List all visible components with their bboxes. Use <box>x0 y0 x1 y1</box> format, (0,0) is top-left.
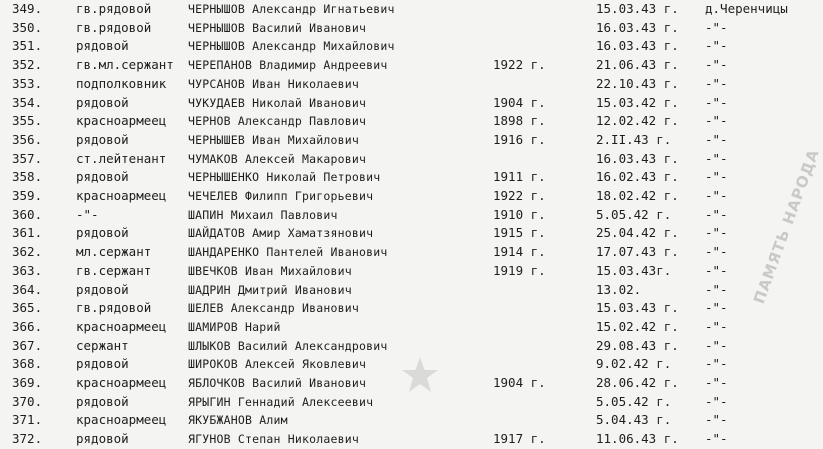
list-item <box>0 149 800 169</box>
entry-year: 1915 г. <box>493 225 546 241</box>
list-item <box>0 167 800 187</box>
entry-date: 15.03.42 г. <box>596 94 679 110</box>
entry-name: ШАДРИН Дмитрий Иванович <box>188 282 352 297</box>
list-item <box>0 130 800 150</box>
entry-num: 358. <box>12 169 43 185</box>
list-item <box>0 298 800 318</box>
entry-date: 21.06.43 г. <box>596 57 679 73</box>
entry-date: 22.10.43 г. <box>596 75 679 91</box>
entry-place: -"- <box>705 169 728 185</box>
entry-rank: красноармеец <box>76 412 167 428</box>
entry-place: -"- <box>705 225 728 241</box>
entry-num: 356. <box>12 131 43 147</box>
entry-date: 11.06.43 г. <box>596 431 679 447</box>
entry-date: 5.05.42 г. <box>596 206 672 222</box>
entry-place: -"- <box>705 431 728 447</box>
entry-rank: рядовой <box>76 431 129 447</box>
entry-date: 25.04.42 г. <box>596 225 679 241</box>
entry-rank: гв.рядовой <box>76 300 152 316</box>
list-item <box>0 354 800 374</box>
entry-place: -"- <box>705 412 728 428</box>
entry-place: -"- <box>705 150 728 166</box>
entry-date: 16.03.43 г. <box>596 38 679 54</box>
entry-name: ШЕЛЕВ Александр Иванович <box>188 301 359 316</box>
entry-name: ЧЕРНЫШОВ Василий Иванович <box>188 20 367 35</box>
entry-num: 352. <box>12 57 43 73</box>
entry-name: ШВЕЧКОВ Иван Михайлович <box>188 263 352 278</box>
list-item <box>0 18 800 38</box>
entry-year: 1916 г. <box>493 131 546 147</box>
entry-name: ЧЕРНЫШОВ Александр Игнатьевич <box>188 2 395 16</box>
entry-rank: красноармеец <box>76 318 167 334</box>
entry-num: 350. <box>12 19 43 35</box>
entry-name: ШАПИН Михаил Павлович <box>188 207 338 222</box>
entry-name: ЧЕРНЫШОВ Александр Михайлович <box>188 39 395 54</box>
list-item <box>0 0 800 19</box>
entry-rank: красноармеец <box>76 375 167 390</box>
entry-rank: рядовой <box>76 393 129 409</box>
entry-place: -"- <box>705 57 728 73</box>
entry-rank: рядовой <box>76 169 129 185</box>
list-item <box>0 336 800 356</box>
entry-name: ЧУКУДАЕВ Николай Иванович <box>188 95 367 110</box>
entry-num: 372. <box>12 431 43 447</box>
list-item <box>0 74 800 94</box>
entry-year: 1898 г. <box>493 113 546 129</box>
entry-year: 1919 г. <box>493 262 546 278</box>
entry-num: 365. <box>12 300 43 316</box>
entry-num: 362. <box>12 244 43 260</box>
list-item <box>0 373 800 393</box>
entry-date: 15.03.43г. <box>596 262 672 278</box>
list-item <box>0 205 800 225</box>
entry-date: 28.06.42 г. <box>596 375 679 390</box>
entry-date: 5.04.43 г. <box>596 412 672 428</box>
entry-place: -"- <box>705 393 728 409</box>
entry-rank: сержант <box>76 337 129 353</box>
entry-num: 361. <box>12 225 43 241</box>
entry-num: 351. <box>12 38 43 54</box>
entry-num: 359. <box>12 188 43 203</box>
entry-year: 1904 г. <box>493 94 546 110</box>
entry-date: 15.03.43 г. <box>596 1 679 16</box>
entry-num: 349. <box>12 1 43 16</box>
entry-num: 370. <box>12 393 43 409</box>
list-item <box>0 317 800 337</box>
entry-name: ШЛЫКОВ Василий Александрович <box>188 338 388 353</box>
entry-place: -"- <box>705 19 728 35</box>
entry-place: -"- <box>705 300 728 316</box>
list-item <box>0 223 800 243</box>
entry-name: ЯГУНОВ Степан Николаевич <box>188 432 359 447</box>
entry-year: 1904 г. <box>493 375 546 390</box>
entry-rank: рядовой <box>76 281 129 297</box>
entry-rank: подполковник <box>76 75 167 91</box>
entry-rank: рядовой <box>76 38 129 54</box>
entry-place: -"- <box>705 188 728 203</box>
entry-name: ЯРЫГИН Геннадий Алексеевич <box>188 394 374 409</box>
entry-rank: красноармеец <box>76 188 167 203</box>
entry-num: 360. <box>12 206 43 222</box>
entry-place: -"- <box>705 281 728 297</box>
entry-name: ЯКУБЖАНОВ Алим <box>188 413 288 428</box>
entry-year: 1917 г. <box>493 431 546 447</box>
entry-date: 12.02.42 г. <box>596 113 679 129</box>
entry-rank: гв.рядовой <box>76 19 152 35</box>
entry-name: ЧЕРЕПАНОВ Владимир Андреевич <box>188 58 388 73</box>
list-item <box>0 36 800 56</box>
entry-date: 16.03.43 г. <box>596 19 679 35</box>
list-item <box>0 429 800 449</box>
entry-year: 1922 г. <box>493 57 546 73</box>
list-item <box>0 93 800 113</box>
entry-date: 16.02.43 г. <box>596 169 679 185</box>
entry-num: 367. <box>12 337 43 353</box>
entry-num: 355. <box>12 113 43 129</box>
list-item <box>0 392 800 412</box>
entry-num: 364. <box>12 281 43 297</box>
entry-place: -"- <box>705 38 728 54</box>
entry-rank: красноармеец <box>76 113 167 129</box>
list-item <box>0 111 800 131</box>
entry-rank: гв.рядовой <box>76 1 152 16</box>
entry-place: д.Черенчицы <box>705 1 788 16</box>
entry-name: ЧУМАКОВ Алексей Макарович <box>188 151 367 166</box>
list-item <box>0 55 800 75</box>
entry-name: ЯБЛОЧКОВ Василий Иванович <box>188 376 367 390</box>
entry-rank: рядовой <box>76 225 129 241</box>
entry-name: ЧУРСАНОВ Иван Николаевич <box>188 76 359 91</box>
entry-name: ШАМИРОВ Нарий <box>188 319 281 334</box>
entry-num: 371. <box>12 412 43 428</box>
entry-year: 1914 г. <box>493 244 546 260</box>
entry-date: 15.02.42 г. <box>596 318 679 334</box>
entry-date: 5.05.42 г. <box>596 393 672 409</box>
entry-rank: рядовой <box>76 94 129 110</box>
entry-name: ЧЕРНОВ Александр Павлович <box>188 114 367 129</box>
entry-name: ЧЕРНЫШЕВ Иван Михайлович <box>188 132 359 147</box>
entry-rank: рядовой <box>76 131 129 147</box>
entry-place: -"- <box>705 113 728 129</box>
entry-num: 368. <box>12 356 43 372</box>
list-item <box>0 261 800 281</box>
entry-num: 366. <box>12 318 43 334</box>
entry-date: 13.02. <box>596 281 642 297</box>
entry-place: -"- <box>705 94 728 110</box>
list-item <box>0 410 800 430</box>
list-item <box>0 242 800 262</box>
entry-place: -"- <box>705 262 728 278</box>
entry-rank: гв.мл.сержант <box>76 57 174 73</box>
entry-num: 357. <box>12 150 43 166</box>
entry-place: -"- <box>705 318 728 334</box>
entry-place: -"- <box>705 337 728 353</box>
entry-date: 18.02.42 г. <box>596 188 679 203</box>
entry-year: 1910 г. <box>493 206 546 222</box>
entry-date: 9.02.42 г. <box>596 356 672 372</box>
entry-name: ШИРОКОВ Алексей Яковлевич <box>188 357 367 372</box>
entry-date: 17.07.43 г. <box>596 244 679 260</box>
list-item <box>0 186 800 206</box>
entry-rank: ст.лейтенант <box>76 150 167 166</box>
entry-name: ШАНДАРЕНКО Пантелей Иванович <box>188 245 388 260</box>
entry-year: 1911 г. <box>493 169 546 185</box>
entry-year: 1922 г. <box>493 188 546 203</box>
entry-date: 29.08.43 г. <box>596 337 679 353</box>
entry-date: 16.03.43 г. <box>596 150 679 166</box>
entry-date: 2.II.43 г. <box>596 131 672 147</box>
entry-place: -"- <box>705 375 728 390</box>
entry-num: 354. <box>12 94 43 110</box>
entry-rank: рядовой <box>76 356 129 372</box>
entry-place: -"- <box>705 244 728 260</box>
entry-place: -"- <box>705 206 728 222</box>
entry-name: ШАЙДАТОВ Амир Хаматзянович <box>188 226 374 241</box>
entry-rank: -"- <box>76 206 99 222</box>
entry-place: -"- <box>705 356 728 372</box>
entry-place: -"- <box>705 75 728 91</box>
entry-place: -"- <box>705 131 728 147</box>
entry-name: ЧЕЧЕЛЕВ Филипп Григорьевич <box>188 189 374 203</box>
list-item <box>0 280 800 300</box>
entry-rank: гв.сержант <box>76 262 152 278</box>
entry-num: 363. <box>12 262 43 278</box>
entry-name: ЧЕРНЫШЕНКО Николай Петрович <box>188 170 381 185</box>
entry-num: 353. <box>12 75 43 91</box>
watermark-text: ПАМЯТЬ НАРОДА <box>750 146 823 307</box>
entry-num: 369. <box>12 375 43 390</box>
entry-rank: мл.сержант <box>76 244 152 260</box>
entry-date: 15.03.43 г. <box>596 300 679 316</box>
